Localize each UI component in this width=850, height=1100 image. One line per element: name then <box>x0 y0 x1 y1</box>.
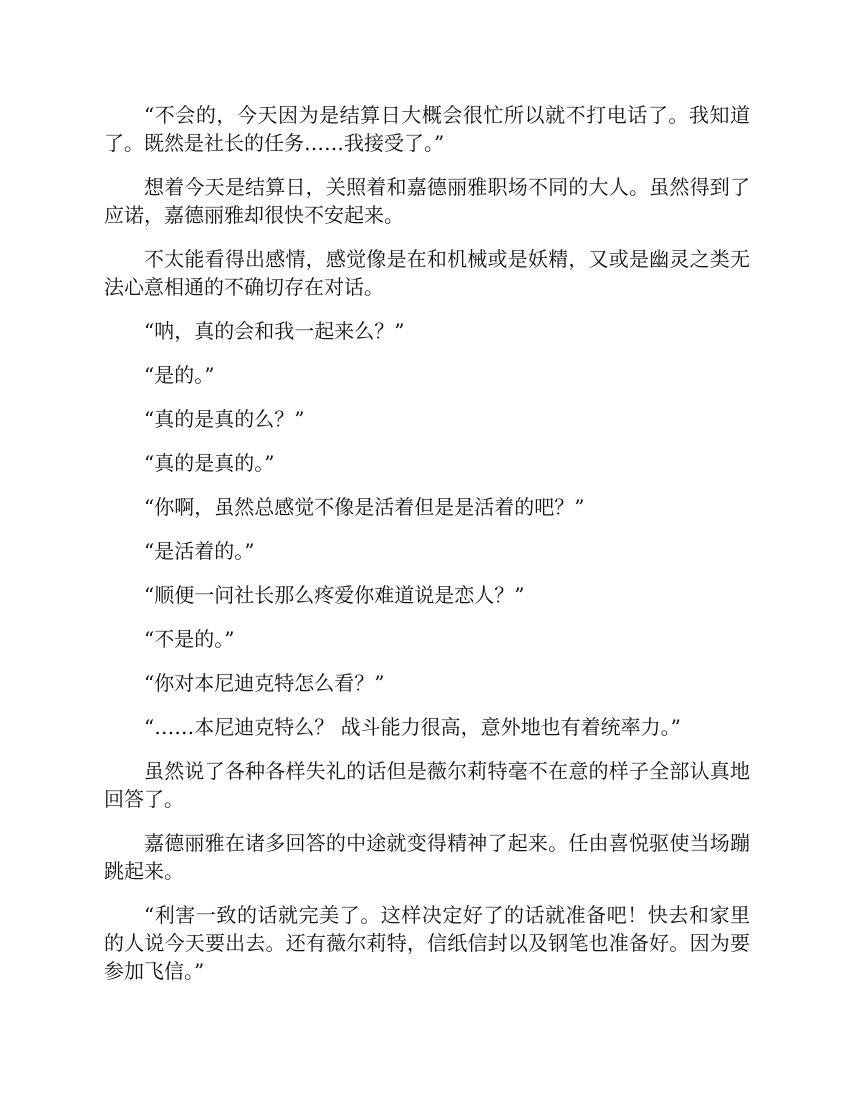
dialogue-line: “顺便一问社长那么疼爱你难道说是恋人？” <box>144 583 525 607</box>
paragraph: “不会的，今天因为是结算日大概会很忙所以就不打电话了。我知道了。既然是社长的任务……我接受了。” <box>104 103 750 155</box>
dialogue-line: “真的是真的么？” <box>144 407 305 431</box>
dialogue-line: “利害一致的话就完美了。这样决定好了的话就准备吧！快去和家里的人说今天要出去。还有薇尔莉特，信纸信封以及钢笔也准备好。因为要参加飞信。” <box>104 903 750 983</box>
paragraph: 想着今天是结算日，关照着和嘉德丽雅职场不同的大人。虽然得到了应诺，嘉德丽雅却很快不安起来。 <box>104 175 750 227</box>
paragraph: 嘉德丽雅在诸多回答的中途就变得精神了起来。任由喜悦驱使当场蹦跳起来。 <box>104 831 750 883</box>
dialogue-line: “……本尼迪克特么？ 战斗能力很高，意外地也有着统率力。” <box>144 715 681 739</box>
paragraph: 虽然说了各种各样失礼的话但是薇尔莉特毫不在意的样子全部认真地回答了。 <box>104 759 750 811</box>
dialogue-line: “真的是真的。” <box>144 451 275 475</box>
dialogue-line: “是的。” <box>144 363 215 387</box>
dialogue-line: “呐，真的会和我一起来么？” <box>144 319 405 343</box>
dialogue-line: “你啊，虽然总感觉不像是活着但是是活着的吧？” <box>144 495 585 519</box>
dialogue-line: “是活着的。” <box>144 539 255 563</box>
dialogue-line: “你对本尼迪克特怎么看？” <box>144 671 385 695</box>
paragraph: 不太能看得出感情，感觉像是在和机械或是妖精，又或是幽灵之类无法心意相通的不确切存在对话。 <box>104 247 750 299</box>
text-column <box>104 101 750 1001</box>
dialogue-line: “不是的。” <box>144 627 235 651</box>
